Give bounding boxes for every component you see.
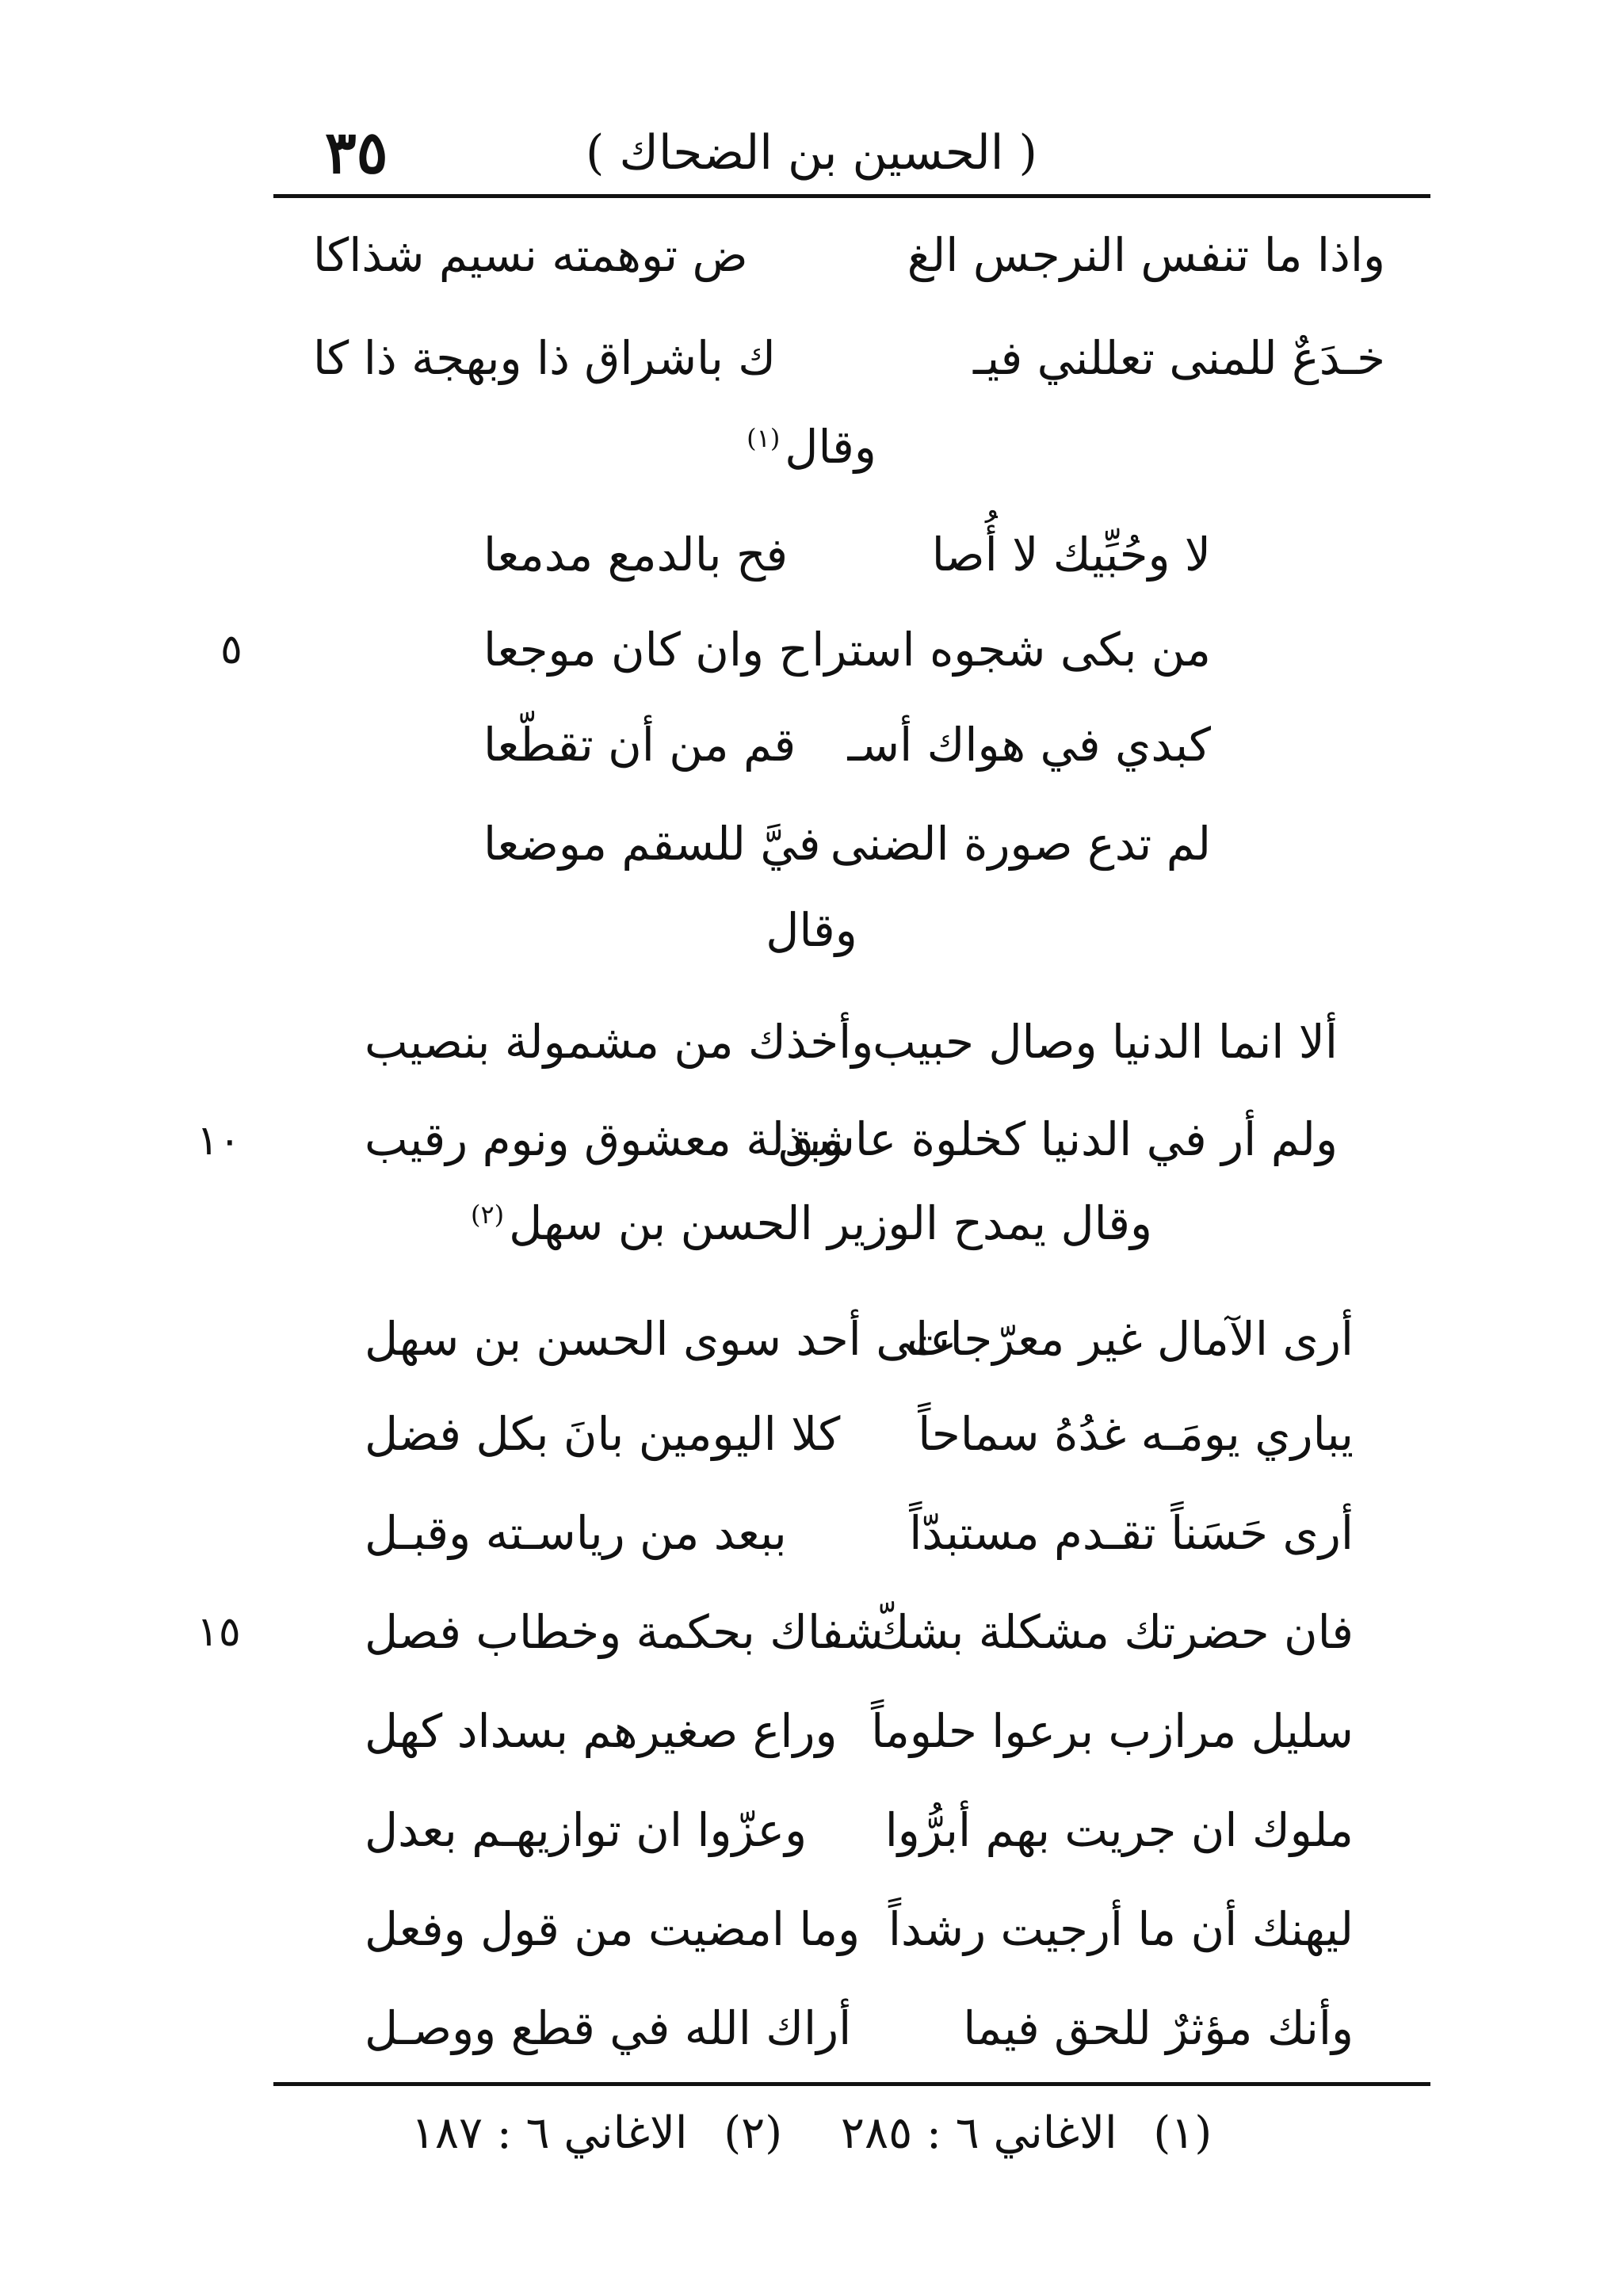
verse-line bbox=[0, 507, 1623, 602]
poem-heading bbox=[0, 420, 1623, 474]
verse-hemistich-first: يباري يومَـه غدُهُ سماحاً bbox=[918, 1407, 1354, 1461]
verse-line bbox=[0, 994, 1623, 1089]
verse-line bbox=[0, 697, 1623, 792]
poem-heading bbox=[0, 903, 1623, 957]
verse-hemistich-first: واذا ما تنفس النرجس الغ bbox=[907, 228, 1385, 282]
verse-hemistich-first: أرى الآمال غير معرّجات bbox=[907, 1312, 1354, 1366]
verse-hemistich-second: وراع صغيرهم بسداد كهل bbox=[365, 1704, 838, 1758]
verse-hemistich-second: فح بالدمع مدمعا bbox=[483, 528, 789, 582]
verse-line bbox=[0, 1386, 1623, 1482]
verse-line bbox=[0, 602, 1623, 697]
verse-hemistich-first: خـدَعٌ للمنى تعللني فيـ bbox=[972, 331, 1385, 385]
verse-hemistich-second: أراك الله في قطع ووصـل bbox=[365, 2001, 852, 2055]
line-number: ١٥ bbox=[197, 1608, 241, 1656]
heading-text: وقال bbox=[766, 903, 857, 957]
verse-hemistich-first: ألا انما الدنيا وصال حبيب bbox=[873, 1015, 1338, 1069]
verse-hemistich-second: على أحد سوى الحسن بن سهل bbox=[365, 1312, 957, 1366]
verse-line bbox=[0, 1291, 1623, 1386]
footnote-mark: (١) bbox=[1153, 2107, 1212, 2159]
verse-hemistich-first: ليهنك أن ما أرجيت رشداً bbox=[888, 1902, 1354, 1956]
verse-line bbox=[0, 1585, 1623, 1680]
verse-hemistich-second: وعزّوا ان توازيهـم بعدل bbox=[365, 1803, 808, 1857]
verse-hemistich-second: كلا اليومين بانَ بكل فضل bbox=[365, 1407, 841, 1461]
verse-hemistich-first: كبدي في هواك أسـ bbox=[847, 718, 1211, 772]
verse-line bbox=[0, 208, 1623, 303]
verse-hemistich-first: لا وحُبِّيك لا أُصا bbox=[931, 528, 1211, 582]
verse-line bbox=[0, 1783, 1623, 1878]
verse-hemistich-second: ك باشراق ذا وبهجة ذا كا bbox=[313, 331, 777, 385]
verse-hemistich-second: وما امضيت من قول وفعل bbox=[365, 1902, 861, 1956]
footnote-text: الاغاني ٦ : ٢٨٥ bbox=[840, 2107, 1117, 2159]
verse-hemistich-first: أرى حَسَناً تقـدم مستبدّاً bbox=[909, 1506, 1354, 1560]
heading-text: وقال bbox=[785, 420, 876, 474]
verse-line bbox=[0, 796, 1623, 891]
verse-line bbox=[0, 1981, 1623, 2076]
verse-line bbox=[0, 1684, 1623, 1779]
footnote bbox=[830, 2107, 1223, 2159]
verse-hemistich-second: شفاك بحكمة وخطاب فصل bbox=[365, 1605, 884, 1659]
verse-hemistich-first: فان حضرتك مشكلة بشكّ bbox=[871, 1605, 1354, 1659]
verse-line bbox=[0, 1882, 1623, 1977]
footnotes bbox=[0, 2107, 1623, 2159]
page-number: ٣٥ bbox=[325, 119, 388, 187]
verse-hemistich-second: فيَّ للسقم موضعا bbox=[483, 817, 821, 871]
verse-hemistich-first: وأنك مؤثرٌ للحق فيما bbox=[963, 2001, 1354, 2055]
verse-line bbox=[0, 1092, 1623, 1187]
verse-hemistich-first: ملوك ان جريت بهم أبرُّوا bbox=[884, 1803, 1354, 1857]
verse-hemistich-second: قم من أن تقطّعا bbox=[483, 718, 796, 772]
verse-hemistich-first: من بكى شجوه استرا bbox=[812, 623, 1211, 677]
footnote-reference: (٢) bbox=[470, 1199, 505, 1230]
verse-line bbox=[0, 1486, 1623, 1581]
line-number: ١٠ bbox=[197, 1117, 241, 1165]
footnote-text: الاغاني ٦ : ١٨٧ bbox=[411, 2107, 688, 2159]
verse-hemistich-first: ولم أر في الدنيا كخلوة عاشق bbox=[777, 1112, 1338, 1166]
verse-line bbox=[0, 311, 1623, 406]
heading-text: وقال يمدح الوزير الحسن بن سهل bbox=[509, 1196, 1152, 1250]
verse-hemistich-first: سليل مرازب برعوا حلوماً bbox=[871, 1704, 1354, 1758]
verse-hemistich-first: لم تدع صورة الضنى bbox=[830, 817, 1211, 871]
verse-hemistich-second: ح وان كان موجعا bbox=[483, 623, 808, 677]
poem-heading bbox=[0, 1196, 1623, 1250]
verse-hemistich-second: ببعد من رياسـته وقبـل bbox=[365, 1506, 787, 1560]
footnote-reference: (١) bbox=[747, 422, 781, 453]
running-title: ( الحسين بن الضحاك ) bbox=[586, 125, 1037, 181]
footnote-mark: (٢) bbox=[724, 2107, 783, 2159]
verse-hemistich-second: وبذلة معشوق ونوم رقيب bbox=[365, 1112, 844, 1166]
line-number: ٥ bbox=[220, 626, 242, 673]
footnote-rule bbox=[273, 2082, 1430, 2086]
verse-hemistich-second: وأخذك من مشمولة بنصيب bbox=[365, 1015, 874, 1069]
footnote bbox=[400, 2107, 793, 2159]
verse-hemistich-second: ض توهمته نسيم شذاكا bbox=[313, 228, 748, 282]
